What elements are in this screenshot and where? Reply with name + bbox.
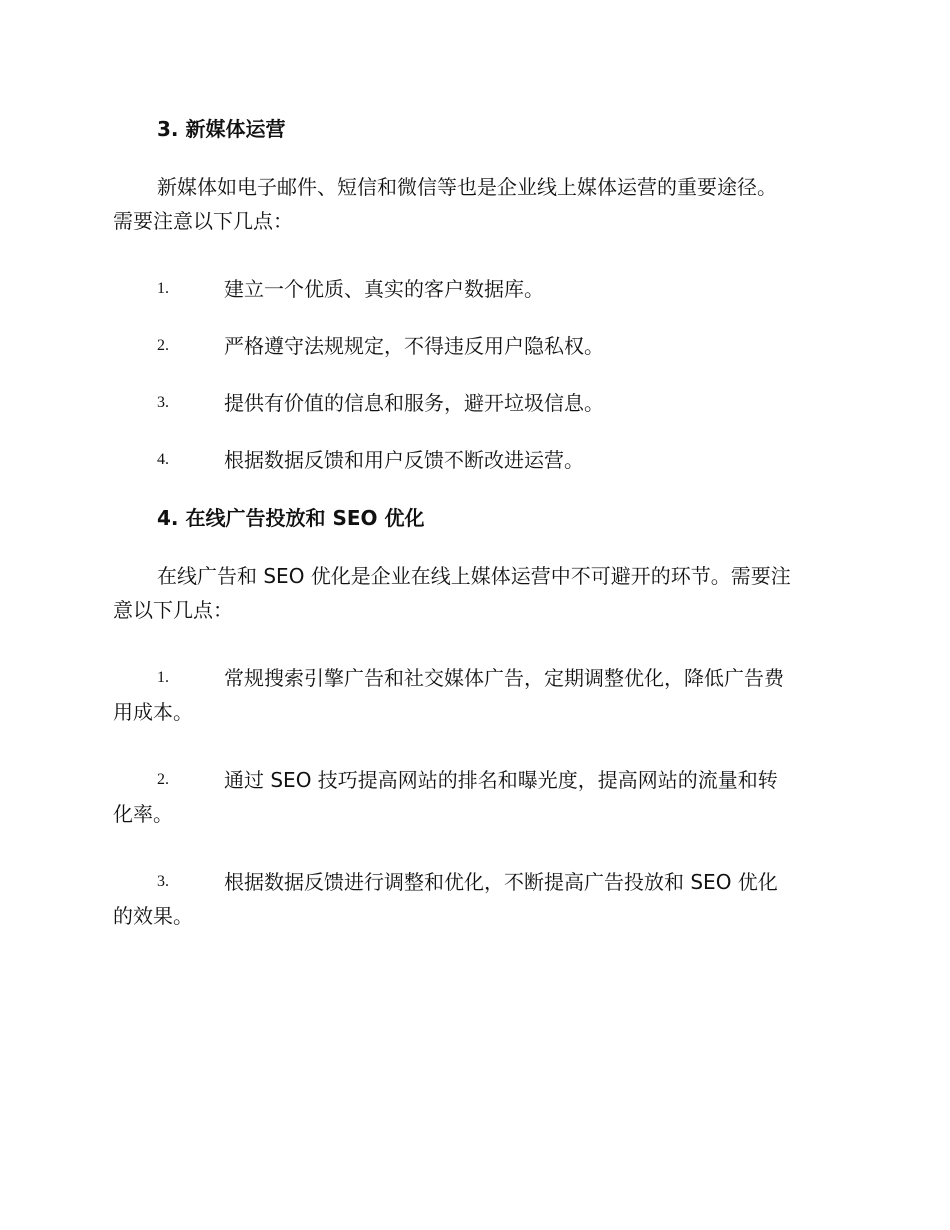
list-item-text: 根据数据反馈进行调整和优化，不断提高广告投放和 SEO 优化 [224, 870, 778, 894]
intro-line: 意以下几点： [113, 598, 233, 622]
list-item-text-continued: 的效果。 [113, 904, 193, 928]
list-item-text: 建立一个优质、真实的客户数据库。 [224, 277, 544, 301]
list-number: 1. [157, 669, 169, 686]
intro-line: 新媒体如电子邮件、短信和微信等也是企业线上媒体运营的重要途径。 [157, 175, 777, 199]
list-item-text-continued: 化率。 [113, 802, 173, 826]
list-item [113, 329, 838, 363]
list-item-text: 通过 SEO 技巧提高网站的排名和曝光度，提高网站的流量和转 [224, 768, 778, 792]
list-item-text: 提供有价值的信息和服务，避开垃圾信息。 [224, 391, 604, 415]
list-item [113, 443, 838, 477]
list-item [113, 763, 838, 831]
list-item [113, 661, 838, 729]
intro-line: 需要注意以下几点： [113, 209, 293, 233]
list-item [113, 386, 838, 420]
list-item-text-continued: 用成本。 [113, 700, 193, 724]
list-item-text: 根据数据反馈和用户反馈不断改进运营。 [224, 448, 584, 472]
list-item-text: 常规搜索引擎广告和社交媒体广告，定期调整优化，降低广告费 [224, 666, 784, 690]
list-item-text: 严格遵守法规规定，不得违反用户隐私权。 [224, 334, 604, 358]
list-number: 4. [157, 451, 169, 468]
list-number: 3. [157, 873, 169, 890]
list-number: 3. [157, 394, 169, 411]
list-item [113, 865, 838, 933]
section-intro [113, 559, 838, 627]
intro-line: 在线广告和 SEO 优化是企业在线上媒体运营中不可避开的环节。需要注 [157, 564, 791, 588]
list-number: 1. [157, 280, 169, 297]
list-number: 2. [157, 771, 169, 788]
section-heading: 3. 新媒体运营 [157, 117, 286, 141]
section-intro [113, 170, 838, 238]
list-item [113, 272, 838, 306]
section-heading: 4. 在线广告投放和 SEO 优化 [157, 506, 425, 530]
list-number: 2. [157, 337, 169, 354]
